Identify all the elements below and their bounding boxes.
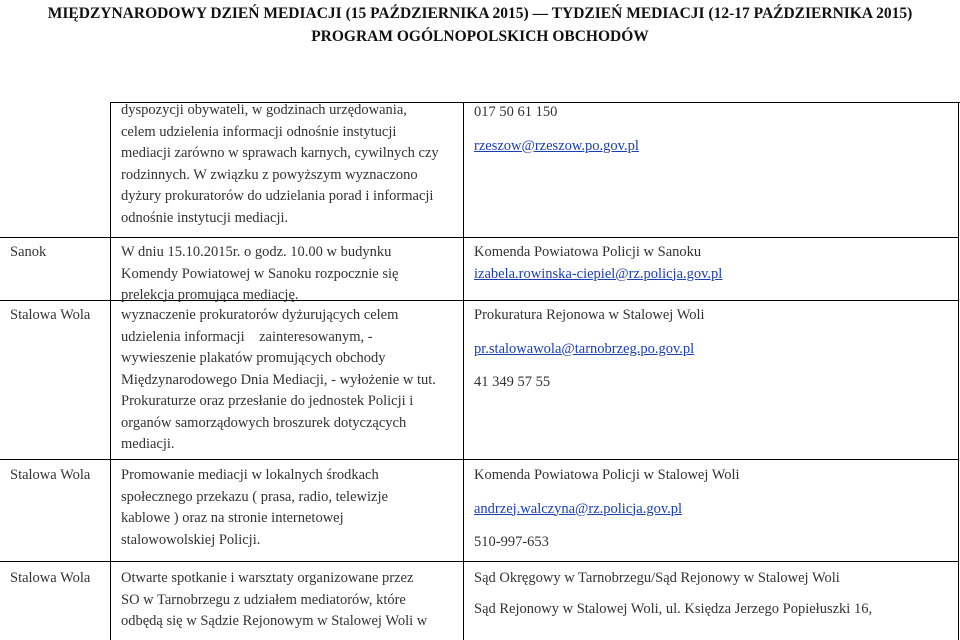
description-line: W dniu 15.10.2015r. o godz. 10.00 w budynku: [121, 244, 392, 260]
contact-institution: Komenda Powiatowa Policji w Sanoku: [474, 244, 702, 260]
contact-email-link[interactable]: andrzej.walczyna@rz.policja.gov.pl: [474, 500, 683, 517]
row-city: Stalowa Wola: [10, 467, 91, 483]
row-contact: [474, 102, 954, 157]
description-line: SO w Tarnobrzegu z udziałem mediatorów, które: [121, 591, 406, 608]
description-line: kablowe ) oraz na stronie internetowej: [121, 510, 344, 526]
description-line: mediacji.: [121, 436, 175, 452]
row-contact: [474, 305, 954, 394]
description-line: Promowanie mediacji w lokalnych środkach: [121, 467, 379, 483]
contact-institution: Sąd Okręgowy w Tarnobrzegu/Sąd Rejonowy w Stalowej Woli: [474, 570, 840, 586]
row-contact: [474, 242, 954, 285]
description-line: organów samorządowych broszurek dotyczących: [121, 414, 407, 431]
row-contact: [474, 568, 954, 620]
row-divider-1: [0, 237, 959, 238]
description-line: mediacji zarówno w sprawach karnych, cywilnych czy: [121, 145, 439, 161]
row-description: [121, 305, 461, 456]
description-line: dyspozycji obywateli, w godzinach urzędowania,: [121, 102, 407, 118]
row-contact: [474, 465, 954, 554]
description-line: stalowowolskiej Policji.: [121, 531, 261, 548]
contact-institution: Komenda Powiatowa Policji w Stalowej Woli: [474, 467, 740, 483]
description-line: wywieszenie plakatów promujących obchody: [121, 350, 386, 366]
contact-email-link[interactable]: izabela.rowinska-ciepiel@rz.policja.gov.pl: [474, 265, 723, 282]
contact-phone: 510-997-653: [474, 534, 549, 550]
description-line: Komendy Powiatowej w Sanoku rozpocznie się: [121, 265, 399, 282]
row-description: [121, 568, 461, 633]
contact-address: Sąd Rejonowy w Stalowej Woli, ul. Księdza Jerzego Popiełuszki 16,: [474, 600, 873, 617]
description-line: odbędą się w Sądzie Rejonowym w Stalowej Woli w: [121, 613, 428, 629]
row-divider-4: [0, 561, 959, 562]
description-line: prelekcja promująca mediację.: [121, 287, 299, 303]
description-line: rodzinnych. W związku z powyższym wyznaczono: [121, 166, 418, 183]
description-line: Międzynarodowego Dnia Mediacji, - wyłożenie w tut.: [121, 371, 436, 388]
description-line: dyżury prokuratorów do udzielania porad i informacji: [121, 188, 434, 204]
row-city: Sanok: [10, 244, 47, 260]
description-line: wyznaczenie prokuratorów dyżurujących celem: [121, 307, 399, 323]
description-line: Otwarte spotkanie i warsztaty organizowane przez: [121, 570, 414, 586]
column-divider-1: [110, 102, 111, 640]
row-description: [121, 242, 461, 307]
description-line: społecznego przekazu ( prasa, radio, telewizje: [121, 488, 388, 505]
column-divider-2: [463, 102, 464, 640]
contact-email-link[interactable]: rzeszow@rzeszow.po.gov.pl: [474, 137, 639, 154]
document-subtitle: PROGRAM OGÓLNOPOLSKICH OBCHODÓW: [311, 28, 649, 45]
description-line: Prokuraturze oraz przesłanie do jednostek Policji i: [121, 393, 414, 409]
contact-email-link[interactable]: pr.stalowawola@tarnobrzeg.po.gov.pl: [474, 340, 695, 357]
contact-phone: 41 349 57 55: [474, 374, 551, 390]
table-right-border: [958, 102, 959, 640]
row-city: Stalowa Wola: [10, 570, 91, 586]
row-divider-3: [0, 459, 959, 460]
row-description: [121, 465, 461, 551]
document-title: MIĘDZYNARODOWY DZIEŃ MEDIACJI (15 PAŹDZIERNIKA 2015) — TYDZIEŃ MEDIACJI (12-17 PAŹDZIERNIKA 2015): [47, 5, 913, 22]
description-line: celem udzielenia informacji odnośnie instytucji: [121, 123, 397, 140]
row-city: Stalowa Wola: [10, 307, 91, 323]
description-line: udzielenia informacji zainteresowanym, -: [121, 328, 373, 345]
contact-phone: 017 50 61 150: [474, 104, 558, 120]
row-description: [121, 100, 461, 229]
contact-institution: Prokuratura Rejonowa w Stalowej Woli: [474, 307, 705, 323]
description-line: odnośnie instytucji mediacji.: [121, 209, 289, 226]
